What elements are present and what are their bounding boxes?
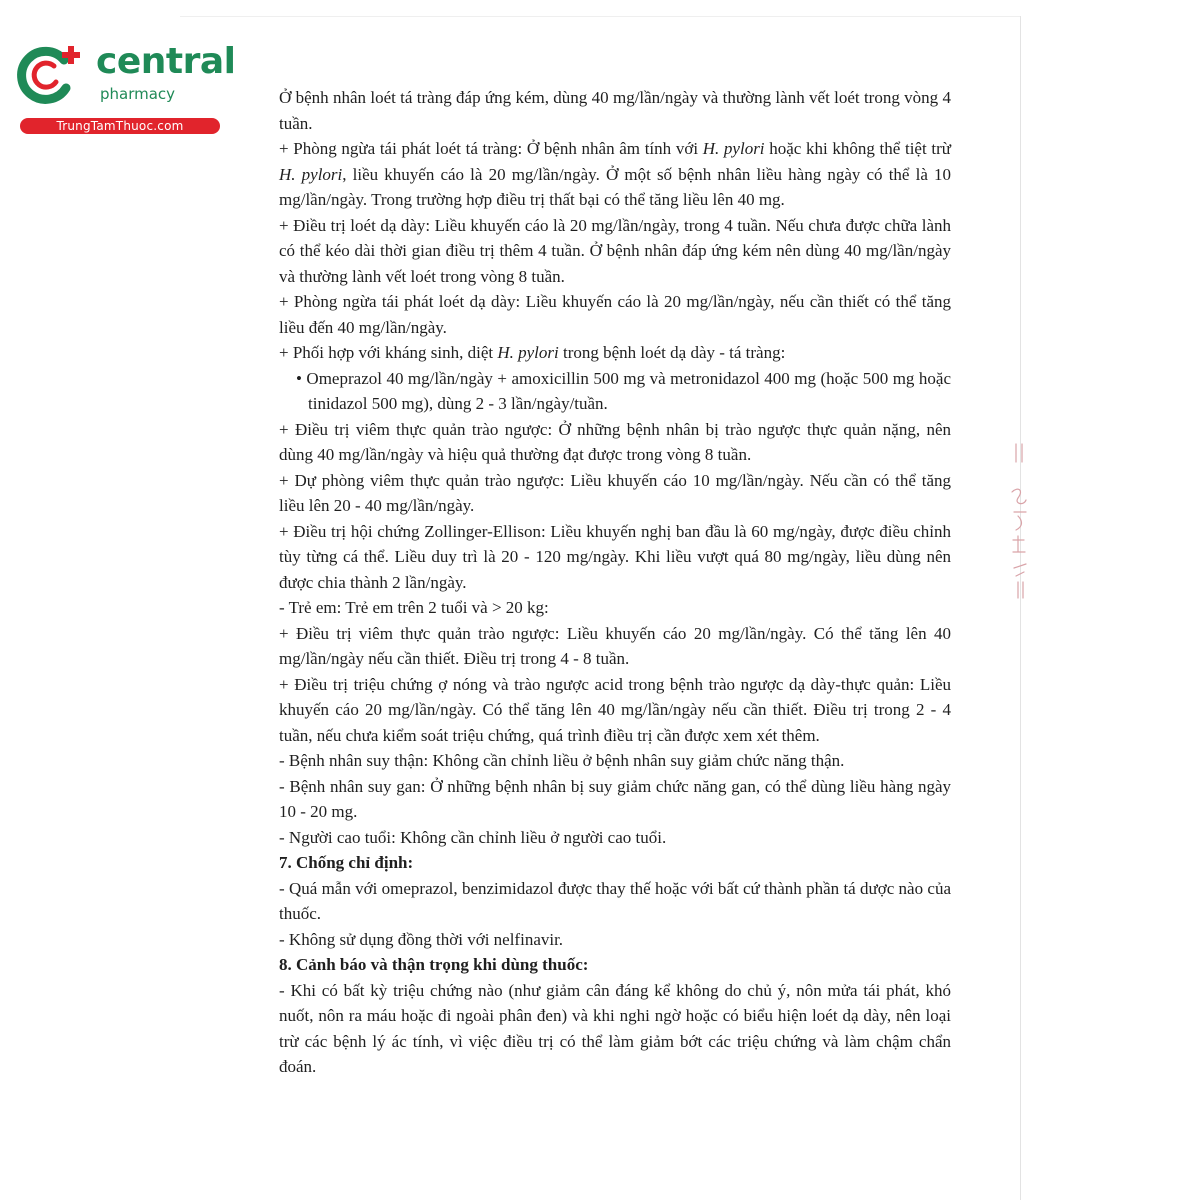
text-run: + Điều trị triệu chứng ợ nóng và trào ngược acid trong bệnh trào ngược dạ dày-thực quản: Liều khuyến cáo 20 mg/lần/ngày. Có thể tăng lên 40 mg/lần/ngày nếu cần thiết. Điều trị trong 2 - 4 tuần, nếu chưa kiểm soát triệu chứng, quá trình điều trị cần được xem xét thêm. — [279, 674, 951, 745]
text-run: - Trẻ em: Trẻ em trên 2 tuổi và > 20 kg: — [279, 598, 549, 617]
text-run: trong bệnh loét dạ dày - tá tràng: — [558, 343, 786, 362]
paragraph — [279, 213, 951, 290]
text-run: • Omeprazol 40 mg/lần/ngày + amoxicillin 500 mg và metronidazol 400 mg (hoặc 500 mg hoặc tinidazol 500 mg), dùng 2 - 3 lần/ngày/tuần. — [296, 368, 951, 413]
paragraph — [279, 519, 951, 596]
document-body — [279, 85, 951, 1080]
section-heading — [279, 952, 951, 978]
text-run: + Phòng ngừa tái phát loét tá tràng: Ở bệnh nhân âm tính với — [279, 139, 703, 158]
text-run: , liều khuyến cáo là 20 mg/lần/ngày. Ở một số bệnh nhân liều hàng ngày có thể là 10 mg/lần/ngày. Trong trường hợp điều trị thất bại có thể tăng liều lên 40 mg. — [279, 164, 951, 209]
text-run: - Bệnh nhân suy thận: Không cần chỉnh liều ở bệnh nhân suy giảm chức năng thận. — [279, 751, 845, 770]
paragraph — [279, 621, 951, 672]
logo-url-badge: TrungTamThuoc.com — [20, 118, 220, 134]
paragraph — [279, 136, 951, 213]
logo-c-cross-icon — [10, 36, 90, 116]
text-run: 7. Chống chỉ định: — [279, 853, 414, 872]
paragraph — [279, 748, 951, 774]
text-run: + Phối hợp với kháng sinh, diệt — [279, 343, 498, 362]
text-run: + Phòng ngừa tái phát loét dạ dày: Liều khuyến cáo là 20 mg/lần/ngày, nếu cần thiết có thể tăng liều đến 40 mg/lần/ngày. — [279, 292, 951, 337]
paragraph — [279, 825, 951, 851]
paragraph — [279, 774, 951, 825]
paragraph — [279, 417, 951, 468]
paragraph — [279, 876, 951, 927]
paragraph — [279, 595, 951, 621]
paragraph — [279, 340, 951, 366]
text-run: + Điều trị loét dạ dày: Liều khuyến cáo là 20 mg/lần/ngày, trong 4 tuần. Nếu chưa được chữa lành có thể kéo dài thời gian điều trị thêm 4 tuần. Ở bệnh nhân đáp ứng kém nên dùng 40 mg/lần/ngày và thường lành vết loét trong vòng 8 tuần. — [279, 215, 951, 286]
logo-name: central — [96, 41, 236, 82]
italic-term: H. pylori — [279, 164, 343, 184]
text-run: - Người cao tuổi: Không cần chỉnh liều ở người cao tuổi. — [279, 827, 667, 847]
paragraph — [279, 85, 951, 136]
page-right-edge — [1020, 16, 1021, 1200]
text-run: Ở bệnh nhân loét tá tràng đáp ứng kém, dùng 40 mg/lần/ngày và thường lành vết loét trong vòng 4 tuần. — [279, 88, 951, 133]
text-run: - Bệnh nhân suy gan: Ở những bệnh nhân bị suy giảm chức năng gan, có thể dùng liều hàng ngày 10 - 20 mg. — [279, 776, 951, 821]
handwritten-margin-note — [1004, 440, 1036, 600]
text-run: hoặc khi không thể tiệt trừ — [764, 139, 951, 158]
paragraph — [279, 978, 951, 1080]
text-run: + Dự phòng viêm thực quản trào ngược: Liều khuyến cáo 10 mg/lần/ngày. Nếu cần có thể tăng liều lên 20 - 40 mg/lần/ngày. — [279, 470, 951, 515]
text-run: + Điều trị viêm thực quản trào ngược: Liều khuyến cáo 20 mg/lần/ngày. Có thể tăng lên 40 mg/lần/ngày nếu cần thiết. Điều trị trong 4 - 8 tuần. — [279, 623, 951, 668]
paragraph — [279, 468, 951, 519]
central-pharmacy-logo[interactable] — [10, 36, 236, 141]
text-run: 8. Cảnh báo và thận trọng khi dùng thuốc: — [279, 955, 589, 974]
paragraph — [279, 672, 951, 749]
section-heading — [279, 850, 951, 876]
italic-term: H. pylori — [497, 343, 559, 362]
paragraph — [279, 289, 951, 340]
bullet-paragraph — [279, 366, 951, 417]
paragraph — [279, 927, 951, 953]
text-run: + Điều trị hội chứng Zollinger-Ellison: Liều khuyến nghị ban đầu là 60 mg/ngày, được điều chỉnh tùy từng cá thể. Liều duy trì là 20 - 120 mg/ngày. Khi liều vượt quá 80 mg/ngày, liều dùng nên được chia thành 2 lần/ngày. — [279, 521, 951, 592]
text-run: + Điều trị viêm thực quản trào ngược: Ở những bệnh nhân bị trào ngược thực quản nặng, nên dùng 40 mg/lần/ngày và hiệu quả thường đạt được trong vòng 8 tuần. — [279, 419, 951, 464]
page-top-edge — [180, 16, 1020, 17]
text-run: - Khi có bất kỳ triệu chứng nào (như giảm cân đáng kể không do chủ ý, nôn mửa tái phát, khó nuốt, nôn ra máu hoặc đi ngoài phân đen) và khi nghi ngờ hoặc có biểu hiện loét dạ dày, nên loại trừ các bệnh lý ác tính, vì việc điều trị có thể làm giảm bớt các triệu chứng và làm chậm chẩn đoán. — [279, 980, 951, 1076]
italic-term: H. pylori — [702, 139, 765, 158]
text-run: - Không sử dụng đồng thời với nelfinavir. — [279, 929, 564, 949]
text-run: - Quá mẫn với omeprazol, benzimidazol được thay thế hoặc với bất cứ thành phần tá dược nào của thuốc. — [279, 878, 951, 923]
logo-subtitle: pharmacy — [100, 85, 176, 103]
